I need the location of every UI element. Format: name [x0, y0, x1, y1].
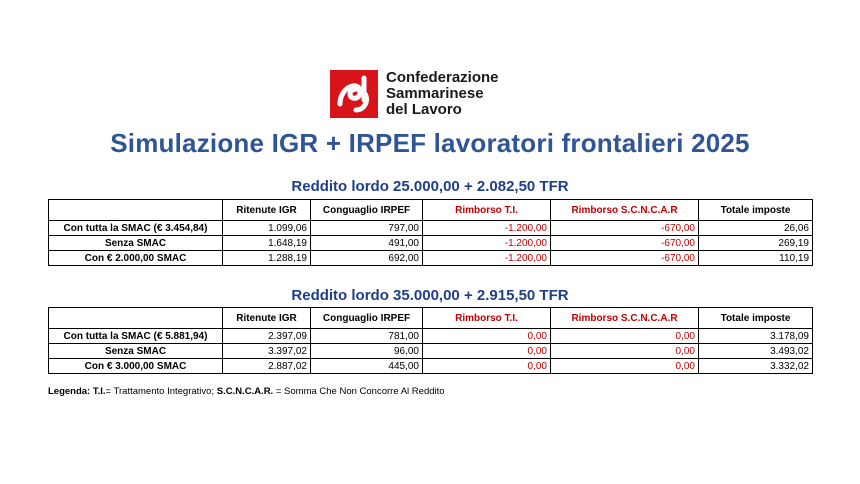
- table-2-subtitle: Reddito lordo 35.000,00 + 2.915,50 TFR: [291, 287, 569, 304]
- table-header-row: [49, 200, 813, 221]
- table-row: [49, 251, 813, 266]
- table-row: [49, 236, 813, 251]
- cell-rimborso-ti: -1.200,00: [423, 251, 551, 266]
- legend-ti-text: = Trattamento Integrativo;: [105, 386, 215, 397]
- cell-rimborso-scncar: -670,00: [551, 236, 699, 251]
- row-label: Con € 2.000,00 SMAC: [49, 251, 223, 266]
- cell-conguaglio-irpef: 445,00: [311, 359, 423, 374]
- cell-ritenute-igr: 1.099,06: [223, 221, 311, 236]
- csdl-logo-icon: [330, 70, 378, 118]
- header-conguaglio-irpef: Conguaglio IRPEF: [311, 308, 423, 329]
- logo-line-3: del Lavoro: [386, 101, 462, 118]
- cell-rimborso-ti: 0,00: [423, 329, 551, 344]
- row-label: Con tutta la SMAC (€ 3.454,84): [49, 221, 223, 236]
- logo-line-2: Sammarinese: [386, 85, 484, 102]
- logo-line-1: Confederazione: [386, 69, 499, 86]
- cell-rimborso-ti: -1.200,00: [423, 236, 551, 251]
- simulation-table-35000: [48, 307, 813, 374]
- header-rimborso-ti: Rimborso T.I.: [423, 200, 551, 221]
- cell-ritenute-igr: 1.648,19: [223, 236, 311, 251]
- cell-totale-imposte: 110,19: [699, 251, 813, 266]
- cell-ritenute-igr: 2.397,09: [223, 329, 311, 344]
- header-ritenute-igr: Ritenute IGR: [223, 200, 311, 221]
- legend-label: Legenda:: [48, 386, 91, 397]
- cell-ritenute-igr: 3.397,02: [223, 344, 311, 359]
- organization-name: [386, 70, 499, 118]
- cell-ritenute-igr: 1.288,19: [223, 251, 311, 266]
- cell-rimborso-scncar: 0,00: [551, 329, 699, 344]
- cell-conguaglio-irpef: 692,00: [311, 251, 423, 266]
- row-label: Senza SMAC: [49, 344, 223, 359]
- cell-rimborso-ti: -1.200,00: [423, 221, 551, 236]
- legend-sc-abbr: S.C.N.C.A.R.: [216, 386, 274, 397]
- page-title: Simulazione IGR + IRPEF lavoratori frontalieri 2025: [110, 128, 750, 158]
- cell-rimborso-scncar: 0,00: [551, 359, 699, 374]
- cell-totale-imposte: 3.178,09: [699, 329, 813, 344]
- table-row: [49, 344, 813, 359]
- header-rimborso-scncar: Rimborso S.C.N.C.A.R: [551, 308, 699, 329]
- cell-rimborso-ti: 0,00: [423, 344, 551, 359]
- cell-totale-imposte: 3.332,02: [699, 359, 813, 374]
- legend: [48, 386, 445, 397]
- legend-sc-text: = Somma Che Non Concorre Al Reddito: [275, 386, 445, 397]
- header-conguaglio-irpef: Conguaglio IRPEF: [311, 200, 423, 221]
- row-label: Con tutta la SMAC (€ 5.881,94): [49, 329, 223, 344]
- cell-conguaglio-irpef: 491,00: [311, 236, 423, 251]
- table-1-subtitle: Reddito lordo 25.000,00 + 2.082,50 TFR: [291, 178, 569, 195]
- row-label: Senza SMAC: [49, 236, 223, 251]
- cell-totale-imposte: 269,19: [699, 236, 813, 251]
- header-blank: [49, 200, 223, 221]
- legend-ti-abbr: T.I.: [92, 386, 106, 397]
- cell-totale-imposte: 3.493,02: [699, 344, 813, 359]
- header-rimborso-scncar: Rimborso S.C.N.C.A.R: [551, 200, 699, 221]
- header-blank: [49, 308, 223, 329]
- simulation-table-25000: [48, 199, 813, 266]
- cell-totale-imposte: 26,06: [699, 221, 813, 236]
- cell-conguaglio-irpef: 96,00: [311, 344, 423, 359]
- cell-rimborso-scncar: -670,00: [551, 221, 699, 236]
- header-totale-imposte: Totale imposte: [699, 308, 813, 329]
- table-header-row: [49, 308, 813, 329]
- header-totale-imposte: Totale imposte: [699, 200, 813, 221]
- cell-rimborso-scncar: 0,00: [551, 344, 699, 359]
- table-row: [49, 359, 813, 374]
- table-row: [49, 221, 813, 236]
- cell-rimborso-ti: 0,00: [423, 359, 551, 374]
- table-row: [49, 329, 813, 344]
- organization-logo: [330, 66, 570, 122]
- cell-conguaglio-irpef: 781,00: [311, 329, 423, 344]
- row-label: Con € 3.000,00 SMAC: [49, 359, 223, 374]
- cell-ritenute-igr: 2.887,02: [223, 359, 311, 374]
- header-ritenute-igr: Ritenute IGR: [223, 308, 311, 329]
- header-rimborso-ti: Rimborso T.I.: [423, 308, 551, 329]
- cell-conguaglio-irpef: 797,00: [311, 221, 423, 236]
- cell-rimborso-scncar: -670,00: [551, 251, 699, 266]
